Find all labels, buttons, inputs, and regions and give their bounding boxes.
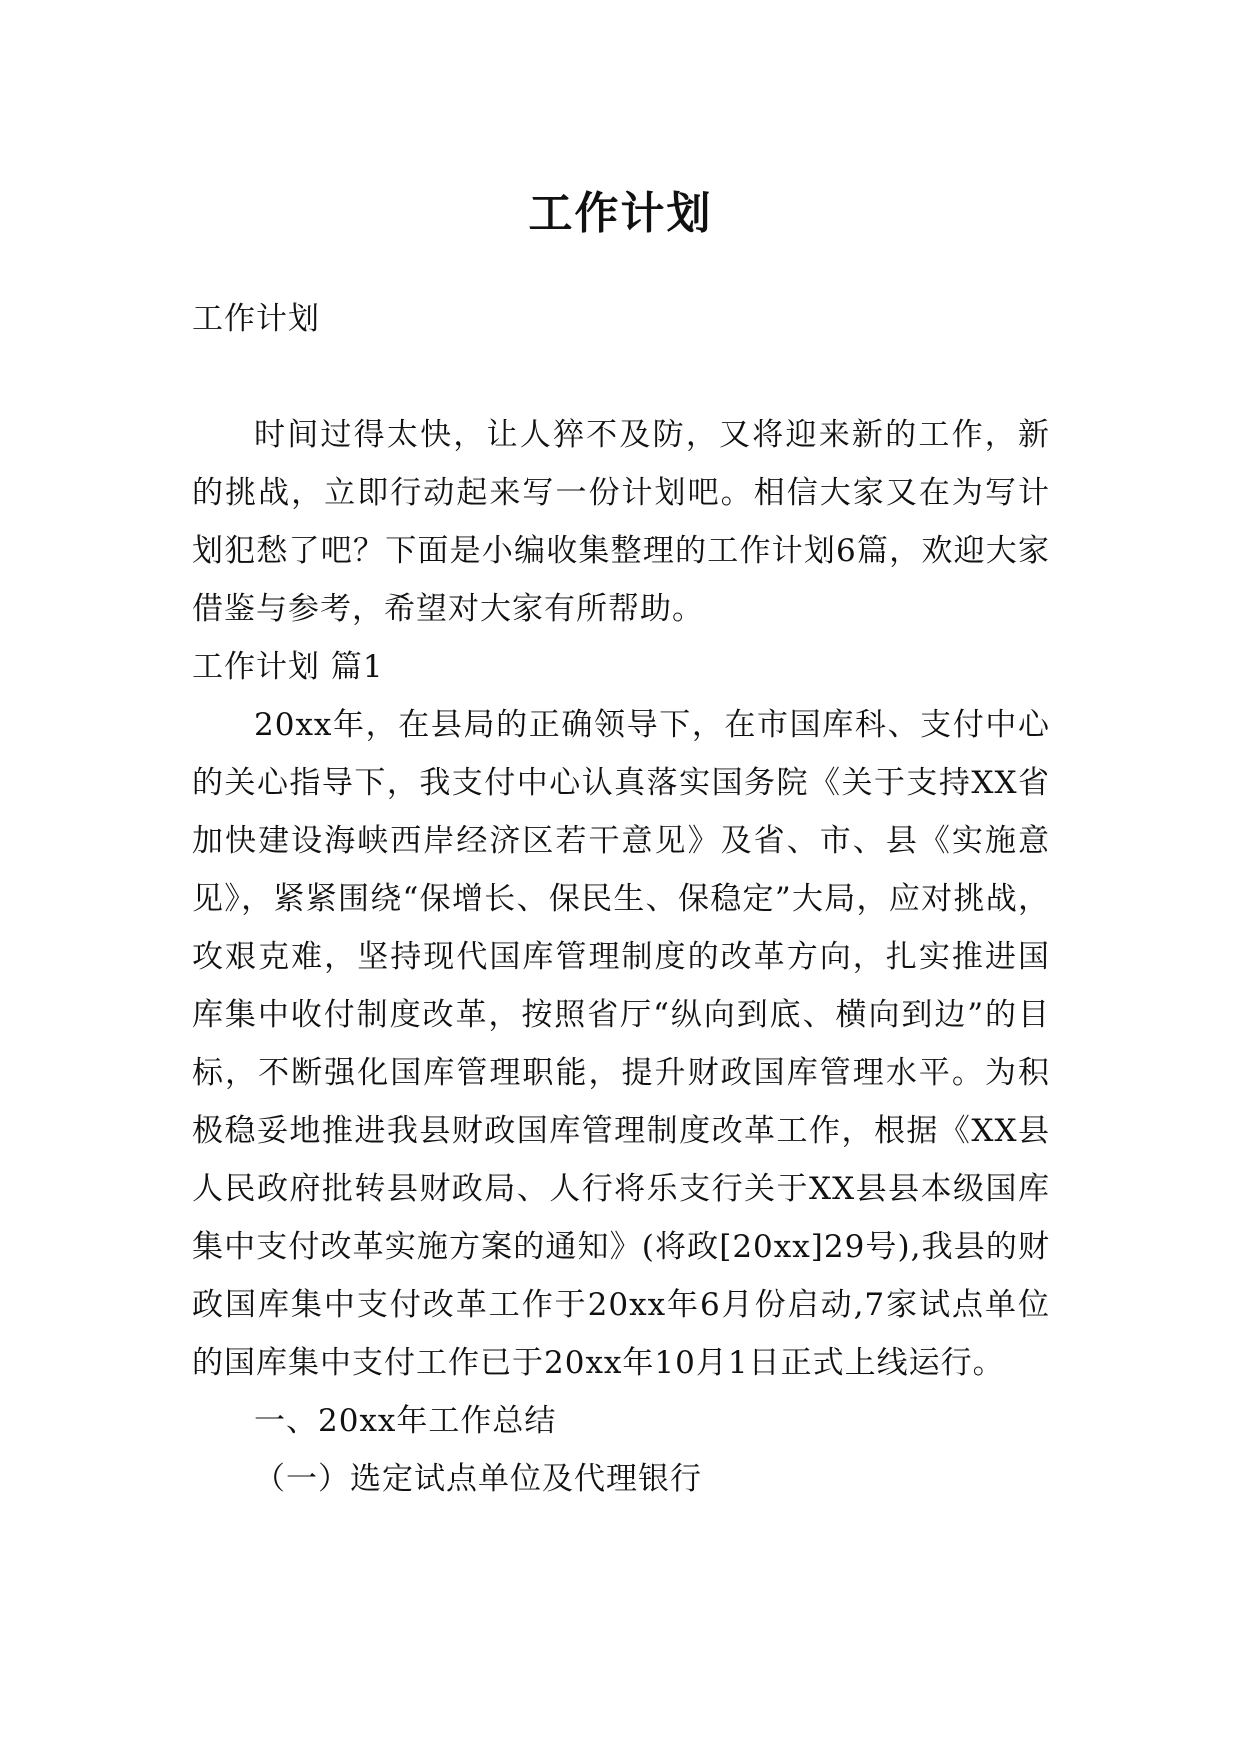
section-heading: 工作计划 篇1	[192, 649, 384, 685]
summary-heading: 一、20xx年工作总结	[254, 1403, 557, 1439]
subheading: （一）选定试点单位及代理银行	[254, 1461, 702, 1497]
document-title: 工作计划	[528, 188, 713, 240]
body-paragraph: 20xx年，在县局的正确领导下，在市国库科、支付中心的关心指导下，我支付中心认真落实国务院《关于支持XX省加快建设海峡西岸经济区若干意见》及省、市、县《实施意见》，紧紧围绕“保增长、保民生、保稳定”大局，应对挑战，攻艰克难，坚持现代国库管理制度的改革方向，扎实推进国库集中收付制度改革，按照省厅“纵向到底、横向到边”的目标，不断强化国库管理职能，提升财政国库管理水平。为积极稳妥地推进我县财政国库管理制度改革工作，根据《XX县人民政府批转县财政局、人行将乐支行关于XX县县本级国库集中支付改革实施方案的通知》(将政[20xx]29号),我县的财政国库集中支付改革工作于20xx年6月份启动,7家试点单位的国库集中支付工作已于20xx年10月1日正式上线运行。	[192, 707, 1050, 1381]
document-body	[192, 290, 1050, 1508]
document-subtitle: 工作计划	[192, 301, 320, 337]
intro-paragraph: 时间过得太快，让人猝不及防，又将迎来新的工作，新的挑战，立即行动起来写一份计划吧。相信大家又在为写计划犯愁了吧？下面是小编收集整理的工作计划6篇，欢迎大家借鉴与参考，希望对大家有所帮助。	[192, 417, 1050, 627]
